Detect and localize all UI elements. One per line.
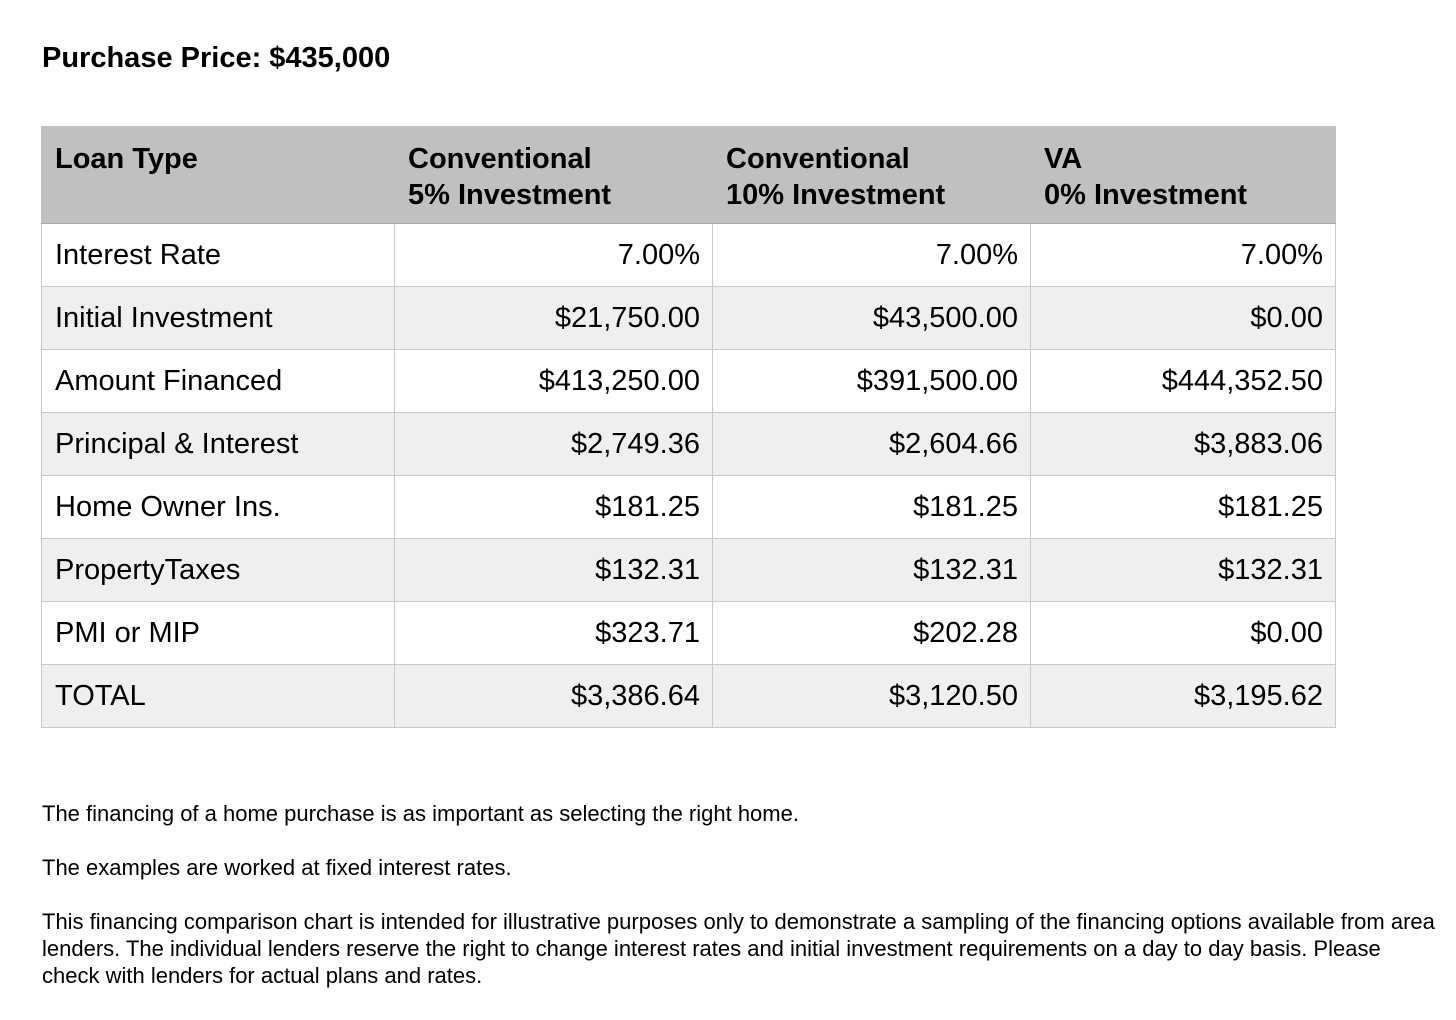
header-conventional-10 xyxy=(713,127,1031,224)
cell-value: $43,500.00 xyxy=(713,287,1031,350)
cell-value: 7.00% xyxy=(395,224,713,287)
cell-value: $0.00 xyxy=(1031,602,1336,665)
note-paragraph: This financing comparison chart is intended for illustrative purposes only to demonstrate a sampling of the financing options available from area lenders. The individual lenders reserve the right to change interest rates and initial investment requirements on a day to day basis. Please check with lenders for actual plans and rates. xyxy=(42,909,1435,988)
table-row xyxy=(42,287,1336,350)
cell-value: $3,195.62 xyxy=(1031,665,1336,728)
cell-value: $202.28 xyxy=(713,602,1031,665)
cell-value: $444,352.50 xyxy=(1031,350,1336,413)
header-line: Conventional xyxy=(726,143,910,175)
cell-value: $2,749.36 xyxy=(395,413,713,476)
cell-value: $132.31 xyxy=(395,539,713,602)
row-label: Home Owner Ins. xyxy=(42,476,395,539)
cell-value: $132.31 xyxy=(713,539,1031,602)
cell-value: $21,750.00 xyxy=(395,287,713,350)
header-va-0 xyxy=(1031,127,1336,224)
table-row xyxy=(42,350,1336,413)
cell-value: $132.31 xyxy=(1031,539,1336,602)
table-row xyxy=(42,539,1336,602)
cell-value: $3,883.06 xyxy=(1031,413,1336,476)
header-conventional-5 xyxy=(395,127,713,224)
row-label: Amount Financed xyxy=(42,350,395,413)
disclaimer-notes xyxy=(42,800,1442,1016)
table-row xyxy=(42,476,1336,539)
cell-value: $181.25 xyxy=(713,476,1031,539)
cell-value: $0.00 xyxy=(1031,287,1336,350)
table-row-total xyxy=(42,665,1336,728)
row-label: PMI or MIP xyxy=(42,602,395,665)
cell-value: 7.00% xyxy=(1031,224,1336,287)
page-title: Purchase Price: $435,000 xyxy=(42,42,391,74)
cell-value: $181.25 xyxy=(1031,476,1336,539)
row-label: TOTAL xyxy=(42,665,395,728)
note-paragraph: The examples are worked at fixed interest rates. xyxy=(42,855,512,880)
header-line: 10% Investment xyxy=(726,179,946,211)
cell-value: $391,500.00 xyxy=(713,350,1031,413)
cell-value: $3,386.64 xyxy=(395,665,713,728)
header-line: Conventional xyxy=(408,143,592,175)
table-row xyxy=(42,602,1336,665)
cell-value: $413,250.00 xyxy=(395,350,713,413)
header-line: 5% Investment xyxy=(408,179,612,211)
header-loan-type xyxy=(42,127,395,224)
cell-value: $3,120.50 xyxy=(713,665,1031,728)
table-header-row xyxy=(42,127,1336,224)
table-row xyxy=(42,413,1336,476)
row-label: PropertyTaxes xyxy=(42,539,395,602)
cell-value: 7.00% xyxy=(713,224,1031,287)
cell-value: $323.71 xyxy=(395,602,713,665)
table-row xyxy=(42,224,1336,287)
row-label: Initial Investment xyxy=(42,287,395,350)
header-line: 0% Investment xyxy=(1044,179,1248,211)
header-line: VA xyxy=(1044,143,1083,175)
row-label: Principal & Interest xyxy=(42,413,395,476)
header-line: Loan Type xyxy=(55,143,198,175)
loan-comparison-table xyxy=(41,126,1336,728)
cell-value: $181.25 xyxy=(395,476,713,539)
cell-value: $2,604.66 xyxy=(713,413,1031,476)
note-paragraph: The financing of a home purchase is as important as selecting the right home. xyxy=(42,801,799,826)
row-label: Interest Rate xyxy=(42,224,395,287)
